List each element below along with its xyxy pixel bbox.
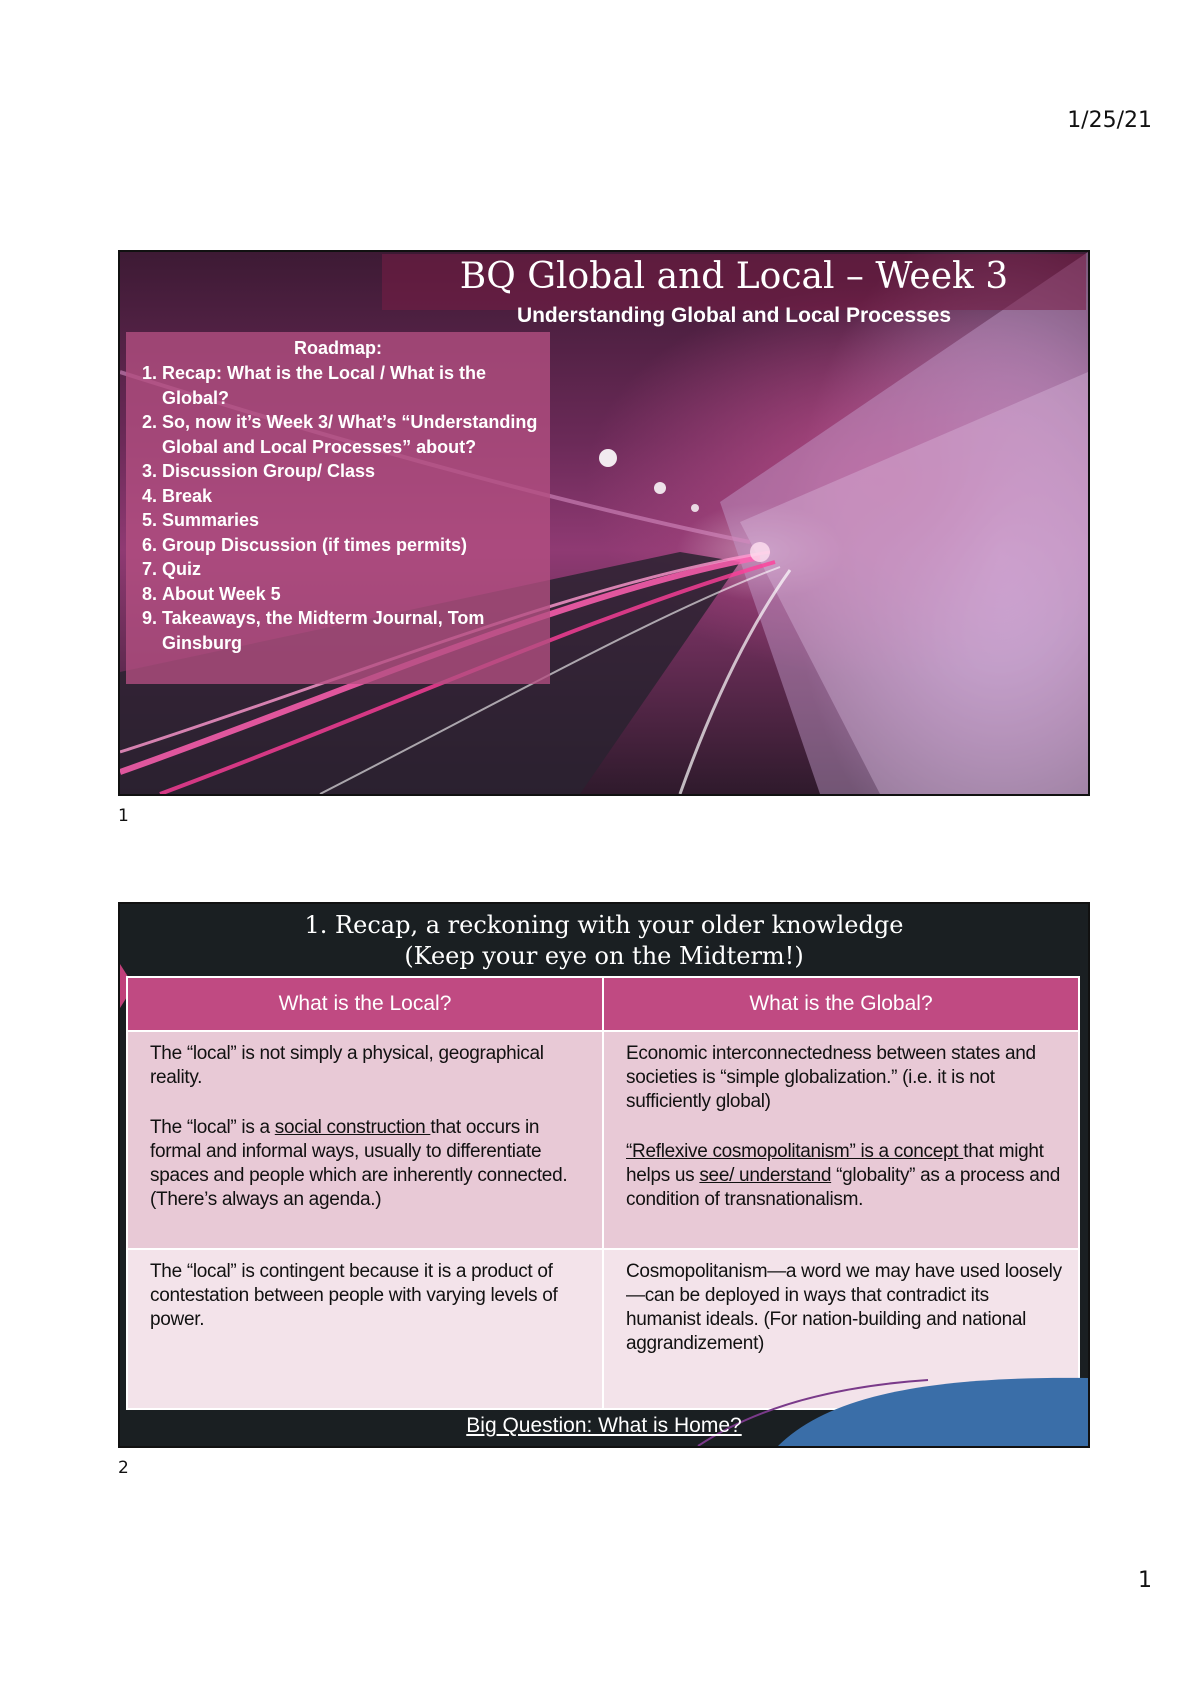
roadmap-box [126, 332, 550, 684]
roadmap-list [136, 361, 540, 655]
local-point-2-pre: The “local” is a [150, 1117, 275, 1138]
roadmap-item: 2. So, now it’s Week 3/ What’s “Understanding Global and Local Processes” about? [162, 410, 540, 459]
global-point-2-mid: that might helps us [626, 1141, 1044, 1186]
cell-global-2: Cosmopolitanism—a word we may have used loosely—can be deployed in ways that contradict its humanist ideals. (For nation-building and national aggrandizement) [603, 1249, 1079, 1409]
local-point-2-underlined: social construction [274, 1117, 431, 1138]
cell-global-1 [603, 1031, 1079, 1249]
local-point-2-post: that occurs in formal and informal ways, usually to differentiate spaces and people which are inherently connected. (There’s always an agenda.) [150, 1117, 568, 1210]
slide-2 [118, 902, 1090, 1448]
slide-1 [118, 250, 1090, 796]
roadmap-item: 4. Break [162, 484, 540, 509]
recap-table [126, 976, 1080, 1410]
roadmap-item: 1. Recap: What is the Local / What is the Global? [162, 361, 540, 410]
global-point-2-underlined-1: “Reflexive cosmopolitanism” is a concept [626, 1141, 964, 1162]
slide-2-title [120, 910, 1088, 972]
roadmap-item: 7. Quiz [162, 557, 540, 582]
roadmap-item: 8. About Week 5 [162, 582, 540, 607]
global-point-1: Economic interconnectedness between states and societies is “simple globalization.” (i.e. it is not sufficiently global) [626, 1043, 1036, 1112]
table-row [127, 1031, 1079, 1249]
roadmap-item: 5. Summaries [162, 508, 540, 533]
local-point-2 [150, 1116, 590, 1212]
slide-number-1: 1 [118, 806, 129, 826]
page-number: 1 [1138, 1568, 1152, 1593]
slide-2-title-line1: 1. Recap, a reckoning with your older knowledge [304, 911, 904, 939]
slide-number-2: 2 [118, 1458, 129, 1478]
slide-title: BQ Global and Local – Week 3 [459, 256, 1009, 297]
global-point-2-post: “globality” as a process and condition of transnationalism. [626, 1165, 1061, 1210]
roadmap-item: 9. Takeaways, the Midterm Journal, Tom Ginsburg [162, 606, 540, 655]
slide-2-title-line2: (Keep your eye on the Midterm!) [404, 942, 804, 970]
global-point-2-underlined-2: see/ understand [699, 1165, 832, 1186]
cell-local-2: The “local” is contingent because it is a product of contestation between people with varying levels of power. [127, 1249, 603, 1409]
header-global: What is the Global? [603, 977, 1079, 1031]
header-local: What is the Local? [127, 977, 603, 1031]
page-date: 1/25/21 [1067, 108, 1152, 133]
roadmap-item: 6. Group Discussion (if times permits) [162, 533, 540, 558]
local-point-1: The “local” is not simply a physical, geographical reality. [150, 1043, 544, 1088]
global-point-2 [626, 1140, 1066, 1212]
big-question: Big Question: What is Home? [466, 1414, 742, 1437]
slide-subtitle: Understanding Global and Local Processes [516, 304, 952, 327]
cell-local-1 [127, 1031, 603, 1249]
roadmap-item: 3. Discussion Group/ Class [162, 459, 540, 484]
roadmap-title: Roadmap: [293, 338, 382, 358]
